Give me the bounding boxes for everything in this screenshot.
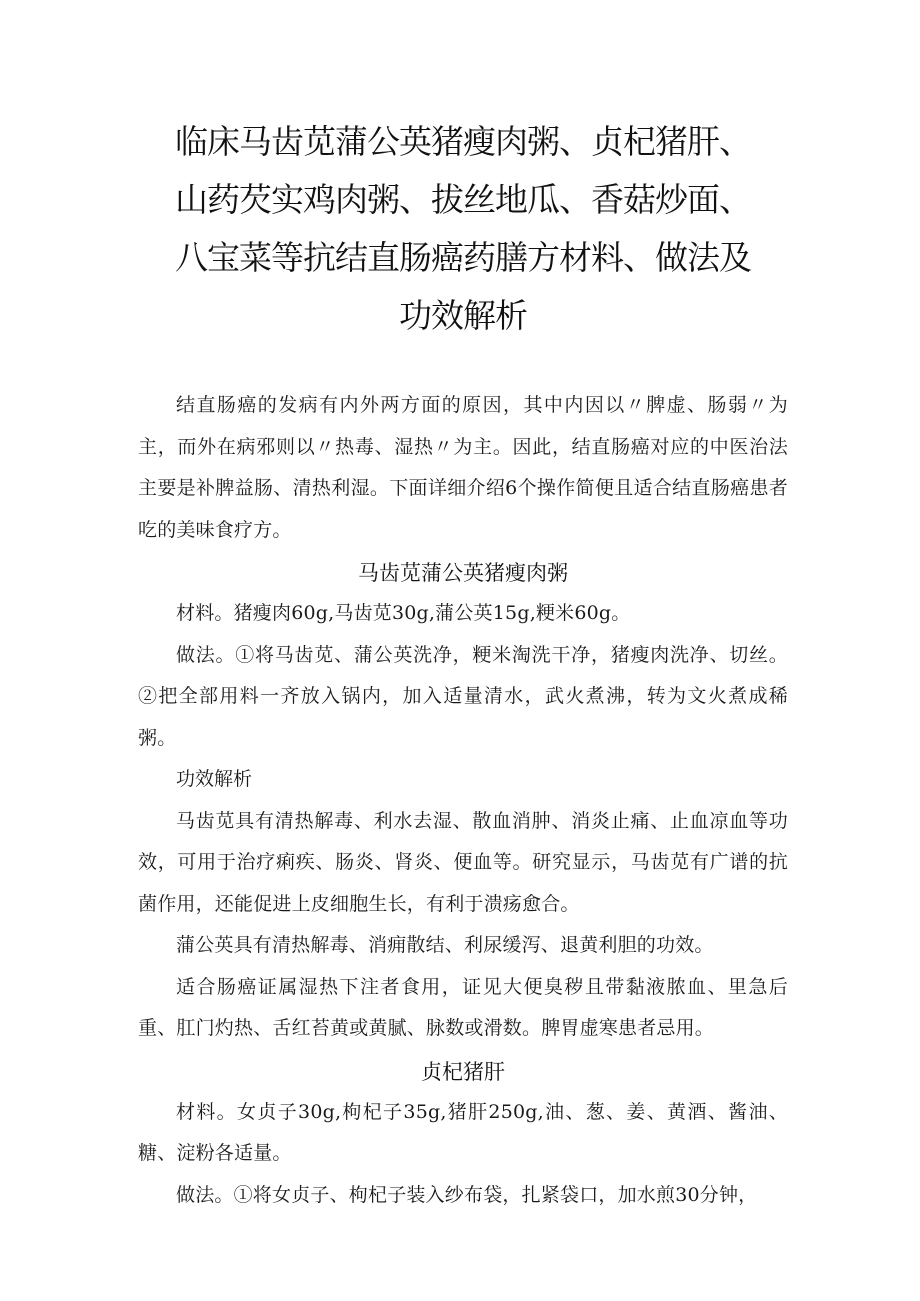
intro-paragraph: 结直肠癌的发病有内外两方面的原因，其中内因以〃脾虚、肠弱〃为主，而外在病邪则以〃热毒、湿热〃为主。因此，结直肠癌对应的中医治法主要是补脾益肠、清热利湿。下面详细介绍6个操作简便且适合结直肠癌患者吃的美味食疗方。 [138,394,788,541]
recipe-section-pork-liver [138,1052,788,1217]
recipe-section-purslane-porridge [138,553,788,1050]
section-title: 贞杞猪肝 [421,1059,505,1084]
method-paragraph: 做法。①将马齿苋、蒲公英洗净，粳米淘洗干净，猪瘦肉洗净、切丝。②把全部用料一齐放入锅内，加入适量清水，武火煮沸，转为文火煮成稀粥。 [138,643,788,749]
method-paragraph: 做法。①将女贞子、枸杞子装入纱布袋，扎紧袋口，加水煎30分钟， [176,1183,758,1206]
effect-paragraph: 马齿苋具有清热解毒、利水去湿、散血消肿、消炎止痛、止血凉血等功效，可用于治疗痢疾、肠炎、肾炎、便血等。研究显示，马齿苋有广谱的抗菌作用，还能促进上皮细胞生长，有利于溃疡愈合。 [138,809,788,915]
effect-paragraph: 蒲公英具有清热解毒、消痈散结、利尿缓泻、退黄利胆的功效。 [176,934,714,956]
document-page [138,0,788,1216]
effect-paragraph: 适合肠癌证属湿热下注者食用，证见大便臭秽且带黏液脓血、里急后重、肛门灼热、舌红苔黄或黄腻、脉数或滑数。脾胃虚寒患者忌用。 [138,975,788,1039]
materials-paragraph: 材料。女贞子30g,枸杞子35g,猪肝250g,油、葱、姜、黄酒、酱油、糖、淀粉各适量。 [138,1100,788,1164]
effect-label: 功效解析 [176,768,253,790]
materials-paragraph: 材料。猪瘦肉60g,马齿苋30g,蒲公英15g,粳米60g。 [176,602,631,624]
document-title: 临床马齿苋蒲公英猪瘦肉粥、贞杞猪肝、山药芡实鸡肉粥、拔丝地瓜、香菇炒面、八宝菜等抗结直肠癌药膳方材料、做法及功效解析 [175,122,751,335]
section-title: 马齿苋蒲公英猪瘦肉粥 [358,561,568,585]
